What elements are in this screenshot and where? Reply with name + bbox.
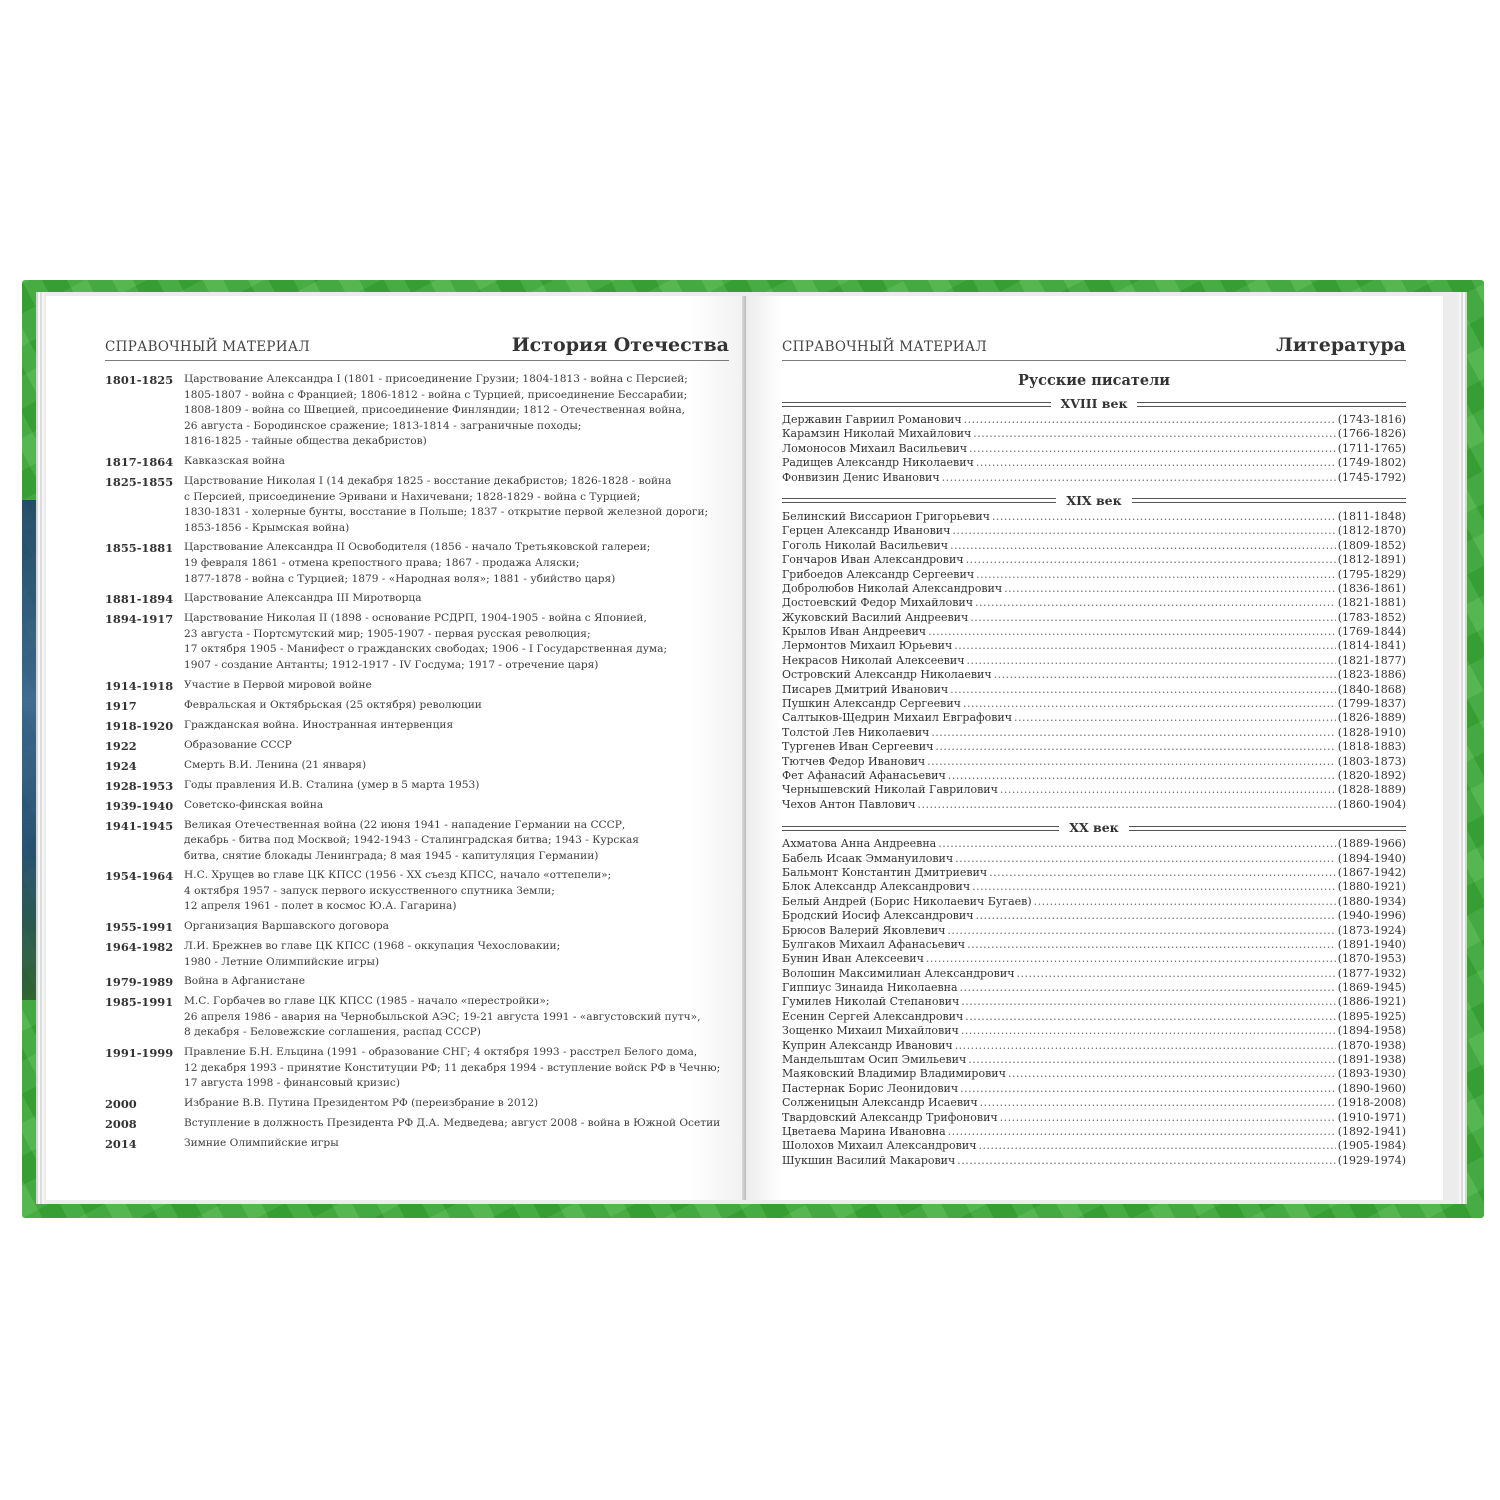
- timeline-year: 1954-1964: [105, 869, 174, 884]
- writer-name: Бальмонт Константин Дмитриевич: [782, 865, 988, 879]
- writer-name: Бунин Иван Алексеевич: [782, 952, 924, 966]
- writer-years: (1799-1837): [1337, 697, 1406, 711]
- writer-name: Мандельштам Осип Эмильевич: [782, 1053, 967, 1067]
- dot-leader: [952, 524, 1335, 538]
- writer-name: Белинский Виссарион Григорьевич: [782, 509, 990, 523]
- left-page: [46, 296, 745, 1200]
- dot-leader: [950, 539, 1336, 553]
- writer-row: [782, 711, 1406, 725]
- writer-name: Крылов Иван Андреевич: [782, 625, 927, 639]
- writer-row: [782, 1154, 1406, 1168]
- dot-leader: [960, 1082, 1336, 1096]
- writer-row: [782, 952, 1406, 966]
- dot-leader: [947, 924, 1335, 938]
- writers-list-title: Русские писатели: [1017, 372, 1171, 389]
- writer-years: (1821-1877): [1337, 653, 1406, 667]
- writer-years: (1929-1974): [1337, 1153, 1406, 1167]
- dot-leader: [975, 596, 1336, 610]
- timeline-year: 1928-1953: [105, 778, 174, 793]
- writer-row: [782, 866, 1406, 880]
- century-groups: [782, 396, 1406, 1168]
- writer-years: (1891-1940): [1337, 937, 1406, 951]
- writer-years: (1890-1960): [1337, 1081, 1406, 1095]
- timeline-row: [105, 1096, 745, 1112]
- writer-years: (1803-1873): [1337, 754, 1406, 768]
- right-page: [746, 296, 1443, 1200]
- writer-name: Достоевский Федор Михайлович: [782, 596, 974, 610]
- timeline-event: Царствование Александра I (1801 - присоединение Грузии; 1804-1813 - война с Персией; 1805-1807 - война с Францией; 1806-1812 - война с Турцией, присоединение Бессарабии; 1808-1809 - война со Швецией, присоединение Финляндии; 1812 - Отечественная война, 26 августа - Бородинское сражение; 1813-1814 - заграничные походы; 1816-1825 - тайные общества декабристов): [184, 373, 688, 448]
- writer-years: (1836-1861): [1337, 581, 1406, 595]
- writer-name: Гиппиус Зинаида Николаевна: [782, 981, 958, 995]
- dot-leader: [976, 909, 1336, 923]
- writer-years: (1892-1941): [1337, 1124, 1406, 1138]
- dot-leader: [970, 611, 1335, 625]
- dot-leader: [954, 639, 1335, 653]
- writer-name: Бродский Иосиф Александрович: [782, 909, 974, 923]
- writer-name: Фонвизин Денис Иванович: [782, 470, 940, 484]
- writer-row: [782, 852, 1406, 866]
- writer-name: Чернышевский Николай Гаврилович: [782, 783, 998, 797]
- dot-leader: [960, 981, 1336, 995]
- writer-name: Есенин Сергей Александрович: [782, 1009, 964, 1023]
- page-title: Литература: [1276, 334, 1406, 356]
- dot-leader: [961, 1024, 1336, 1038]
- dot-leader: [948, 769, 1336, 783]
- timeline-event: Царствование Николая II (1898 - основание РСДРП, 1904-1905 - война с Японией, 23 августа - Портсмутский мир; 1905-1907 - первая русская революция; 17 октября 1905 - Манифест о гражданских свободах; 1906 - I Государственная дума; 1907 - создание Антанты; 1912-1917 - IV Госдума; 1917 - отречение царя): [184, 612, 668, 671]
- timeline-year: 1985-1991: [105, 995, 174, 1010]
- timeline-event: Образование СССР: [184, 738, 292, 751]
- timeline-row: [105, 919, 745, 935]
- dot-leader: [978, 1139, 1335, 1153]
- writer-name: Тургенев Иван Сергеевич: [782, 740, 934, 754]
- writer-years: (1818-1883): [1337, 740, 1406, 754]
- timeline-year: 1922: [105, 738, 137, 753]
- dot-leader: [976, 456, 1336, 470]
- timeline-row: [105, 698, 745, 714]
- timeline-event: Л.И. Брежнев во главе ЦК КПСС (1968 - оккупация Чехословакии; 1980 - Летние Олимпийские игры): [184, 940, 561, 968]
- writer-name: Бабель Исаак Эммануилович: [782, 851, 954, 865]
- dot-leader: [942, 471, 1336, 485]
- dot-leader: [1000, 783, 1336, 797]
- writer-row: [782, 1039, 1406, 1053]
- timeline-event: Царствование Александра II Освободителя (1856 - начало Третьяковской галереи; 19 февраля 1861 - отмена крепостного права; 1867 - продажа Аляски; 1877-1878 - война с Турцией; 1879 - «Народная воля»; 1881 - убийство царя): [184, 541, 651, 585]
- dot-leader: [967, 938, 1336, 952]
- timeline-event: Февральская и Октябрьская (25 октября) революции: [184, 698, 482, 711]
- writers-list: [782, 372, 1406, 1176]
- writer-years: (1891-1938): [1337, 1053, 1406, 1067]
- dot-leader: [980, 1096, 1336, 1110]
- writer-years: (1828-1889): [1337, 783, 1406, 797]
- timeline-row: [105, 778, 745, 794]
- timeline-row: [105, 718, 745, 734]
- writer-years: (1749-1802): [1337, 456, 1406, 470]
- writer-row: [782, 524, 1406, 538]
- writer-years: (1869-1945): [1337, 981, 1406, 995]
- writer-row: [782, 539, 1406, 553]
- century-label: XX век: [1069, 820, 1119, 836]
- timeline-year: 2014: [105, 1136, 137, 1151]
- timeline-event: Участие в Первой мировой войне: [184, 678, 372, 691]
- writer-row: [782, 1067, 1406, 1081]
- timeline-row: [105, 454, 745, 470]
- history-timeline: [105, 372, 745, 1156]
- right-page-header: [782, 326, 1406, 361]
- writer-years: (1940-1996): [1337, 909, 1406, 923]
- timeline-event: Царствование Александра III Миротворца: [184, 592, 422, 605]
- writer-name: Фет Афанасий Афанасьевич: [782, 768, 946, 782]
- timeline-row: [105, 738, 745, 754]
- writer-years: (1880-1921): [1337, 880, 1406, 894]
- writer-years: (1809-1852): [1337, 538, 1406, 552]
- writer-name: Толстой Лев Николаевич: [782, 725, 930, 739]
- writer-years: (1783-1852): [1337, 610, 1406, 624]
- timeline-row: [105, 540, 745, 587]
- dot-leader: [955, 1039, 1336, 1053]
- writer-row: [782, 1010, 1406, 1024]
- timeline-row: [105, 678, 745, 694]
- writer-years: (1811-1848): [1337, 509, 1406, 523]
- page-title: История Отечества: [511, 334, 729, 356]
- timeline-event: Кавказская война: [184, 454, 285, 467]
- writer-name: Добролюбов Николай Александрович: [782, 581, 1003, 595]
- timeline-year: 1917: [105, 698, 137, 713]
- writer-years: (1828-1910): [1337, 725, 1406, 739]
- writer-years: (1812-1891): [1337, 553, 1406, 567]
- timeline-year: 1964-1982: [105, 940, 174, 955]
- century-heading: [782, 820, 1406, 836]
- writer-name: Некрасов Николай Алексеевич: [782, 653, 965, 667]
- timeline-row: [105, 611, 745, 673]
- dot-leader: [963, 697, 1336, 711]
- timeline-row: [105, 868, 745, 915]
- writer-row: [782, 783, 1406, 797]
- timeline-year: 2000: [105, 1096, 137, 1111]
- timeline-event: Годы правления И.В. Сталина (умер в 5 марта 1953): [184, 778, 480, 791]
- writer-name: Твардовский Александр Трифонович: [782, 1110, 998, 1124]
- writer-years: (1877-1932): [1337, 966, 1406, 980]
- writer-name: Жуковский Василий Андреевич: [782, 610, 969, 624]
- timeline-year: 1941-1945: [105, 818, 174, 833]
- timeline-row: [105, 474, 745, 536]
- timeline-event: Правление Б.Н. Ельцина (1991 - образование СНГ; 4 октября 1993 - расстрел Белого дома, 12 декабря 1993 - принятие Конституции РФ; 11 декабря 1994 - вступление войск РФ в Чечню; 17 августа 1998 - финансовый кризис): [184, 1046, 721, 1090]
- writer-years: (1886-1921): [1337, 995, 1406, 1009]
- timeline-year: 1955-1991: [105, 920, 174, 935]
- writer-name: Гоголь Николай Васильевич: [782, 538, 948, 552]
- writer-name: Карамзин Николай Михайлович: [782, 427, 972, 441]
- writer-row: [782, 726, 1406, 740]
- writer-years: (1905-1984): [1337, 1139, 1406, 1153]
- writer-name: Куприн Александр Иванович: [782, 1038, 953, 1052]
- writer-row: [782, 755, 1406, 769]
- dot-leader: [989, 866, 1336, 880]
- writer-row: [782, 510, 1406, 524]
- timeline-row: [105, 1045, 745, 1092]
- timeline-year: 1914-1918: [105, 678, 174, 693]
- timeline-event: Великая Отечественная война (22 июня 1941 - нападение Германии на СССР, декабрь - битва под Москвой; 1942-1943 - Сталинградская битва; 1943 - Курская битва, снятие блокады Ленинграда; 8 мая 1945 - капитуляция Германии): [184, 818, 639, 862]
- writer-years: (1711-1765): [1337, 441, 1406, 455]
- dot-leader: [967, 654, 1336, 668]
- timeline-row: [105, 1136, 745, 1152]
- timeline-row: [105, 939, 745, 970]
- writer-name: Пушкин Александр Сергеевич: [782, 697, 961, 711]
- dot-leader: [935, 740, 1335, 754]
- dot-leader: [1016, 967, 1335, 981]
- writer-name: Шукшин Василий Макарович: [782, 1153, 956, 1167]
- writer-years: (1821-1881): [1337, 596, 1406, 610]
- heading-rule: [782, 402, 1051, 407]
- dot-leader: [994, 668, 1336, 682]
- timeline-year: 1924: [105, 758, 137, 773]
- writer-row: [782, 611, 1406, 625]
- writer-years: (1820-1892): [1337, 768, 1406, 782]
- century-label: XIX век: [1066, 492, 1122, 508]
- writer-name: Островский Александр Николаевич: [782, 668, 992, 682]
- dot-leader: [964, 413, 1336, 427]
- dot-leader: [966, 553, 1336, 567]
- dot-leader: [957, 1154, 1335, 1168]
- writer-name: Грибоедов Александр Сергеевич: [782, 567, 975, 581]
- century-group: [782, 820, 1406, 1168]
- writer-row: [782, 471, 1406, 485]
- timeline-row: [105, 994, 745, 1041]
- writer-years: (1743-1816): [1337, 413, 1406, 426]
- writer-name: Ломоносов Михаил Васильевич: [782, 441, 967, 455]
- timeline-year: 1991-1999: [105, 1046, 174, 1061]
- writer-years: (1860-1904): [1337, 797, 1406, 811]
- dot-leader: [961, 995, 1335, 1009]
- writer-row: [782, 456, 1406, 470]
- dot-leader: [976, 568, 1336, 582]
- writer-name: Солженицын Александр Исаевич: [782, 1096, 978, 1110]
- writer-years: (1745-1792): [1337, 470, 1406, 484]
- section-label: СПРАВОЧНЫЙ МАТЕРИАЛ: [105, 339, 310, 355]
- writer-name: Лермонтов Михаил Юрьевич: [782, 639, 953, 653]
- writer-years: (1889-1966): [1337, 837, 1406, 851]
- writer-row: [782, 769, 1406, 783]
- timeline-year: 1979-1989: [105, 975, 174, 990]
- writer-name: Брюсов Валерий Яковлевич: [782, 923, 946, 937]
- timeline-event: Война в Афганистане: [184, 975, 306, 988]
- writer-name: Ахматова Анна Андреевна: [782, 837, 937, 851]
- heading-rule: [1137, 402, 1406, 407]
- heading-rule: [1132, 498, 1406, 503]
- writer-years: (1870-1938): [1337, 1038, 1406, 1052]
- writer-years: (1880-1934): [1337, 894, 1406, 908]
- writer-years: (1918-2008): [1337, 1096, 1406, 1110]
- writer-years: (1893-1930): [1337, 1067, 1406, 1081]
- writer-row: [782, 1125, 1406, 1139]
- writer-name: Радищев Александр Николаевич: [782, 456, 974, 470]
- heading-rule: [782, 826, 1059, 831]
- writer-row: [782, 1111, 1406, 1125]
- writer-name: Герцен Александр Иванович: [782, 524, 951, 538]
- writer-name: Блок Александр Александрович: [782, 880, 971, 894]
- timeline-year: 1801-1825: [105, 373, 174, 387]
- writer-years: (1870-1953): [1337, 952, 1406, 966]
- writer-years: (1812-1870): [1337, 524, 1406, 538]
- dot-leader: [1008, 1067, 1336, 1081]
- timeline-event: Смерть В.И. Ленина (21 января): [184, 758, 367, 771]
- dot-leader: [917, 798, 1335, 812]
- writer-row: [782, 924, 1406, 938]
- writer-row: [782, 981, 1406, 995]
- writer-row: [782, 596, 1406, 610]
- writer-row: [782, 413, 1406, 427]
- dot-leader: [972, 880, 1336, 894]
- timeline-event: Зимние Олимпийские игры: [184, 1136, 339, 1149]
- century-heading: [782, 493, 1406, 509]
- writer-row: [782, 1024, 1406, 1038]
- timeline-event: Н.С. Хрущев во главе ЦК КПСС (1956 - XX съезд КПСС, начало «оттепели»; 4 октября 1957 - запуск первого искусственного спутника Земли; 12 апреля 1961 - полет в космос Ю.А. Гагарина): [184, 869, 612, 913]
- century-heading: [782, 396, 1406, 412]
- timeline-event: Советско-финская война: [184, 798, 324, 811]
- writer-name: Шолохов Михаил Александрович: [782, 1139, 977, 1153]
- writer-years: (1840-1868): [1337, 682, 1406, 696]
- writer-row: [782, 740, 1406, 754]
- dot-leader: [927, 755, 1336, 769]
- dot-leader: [969, 442, 1336, 456]
- writer-row: [782, 880, 1406, 894]
- writer-years: (1795-1829): [1337, 567, 1406, 581]
- dot-leader: [1000, 1111, 1336, 1125]
- timeline-row: [105, 591, 745, 607]
- writer-name: Писарев Дмитрий Иванович: [782, 682, 949, 696]
- writer-row: [782, 1096, 1406, 1110]
- section-label: СПРАВОЧНЫЙ МАТЕРИАЛ: [782, 339, 987, 355]
- timeline-event: Организация Варшавского договора: [184, 920, 389, 933]
- writer-years: (1894-1958): [1337, 1024, 1406, 1038]
- writer-name: Цветаева Марина Ивановна: [782, 1124, 946, 1138]
- heading-rule: [1129, 826, 1406, 831]
- writer-row: [782, 895, 1406, 909]
- timeline-row: [105, 974, 745, 990]
- writer-years: (1826-1889): [1337, 711, 1406, 725]
- dot-leader: [938, 837, 1335, 851]
- dot-leader: [965, 1010, 1335, 1024]
- dot-leader: [1014, 711, 1336, 725]
- timeline-year: 1825-1855: [105, 474, 174, 489]
- century-group: [782, 396, 1406, 485]
- writer-row: [782, 938, 1406, 952]
- dot-leader: [928, 625, 1336, 639]
- writer-name: Гончаров Иван Александрович: [782, 553, 964, 567]
- writer-row: [782, 683, 1406, 697]
- writer-name: Маяковский Владимир Владимирович: [782, 1067, 1006, 1081]
- writer-years: (1910-1971): [1337, 1110, 1406, 1124]
- dot-leader: [973, 427, 1335, 441]
- dot-leader: [968, 1053, 1335, 1067]
- timeline-row: [105, 818, 745, 865]
- writer-row: [782, 442, 1406, 456]
- timeline-row: [105, 758, 745, 774]
- writer-name: Волошин Максимилиан Александрович: [782, 966, 1015, 980]
- writer-row: [782, 837, 1406, 851]
- writer-row: [782, 553, 1406, 567]
- timeline-year: 1939-1940: [105, 798, 174, 813]
- writer-years: (1766-1826): [1337, 427, 1406, 441]
- writer-years: (1873-1924): [1337, 923, 1406, 937]
- writer-years: (1894-1940): [1337, 851, 1406, 865]
- timeline-year: 1855-1881: [105, 541, 174, 556]
- writer-name: Булгаков Михаил Афанасьевич: [782, 937, 966, 951]
- writer-name: Гумилев Николай Степанович: [782, 995, 960, 1009]
- timeline-row: [105, 372, 745, 450]
- dot-leader: [992, 510, 1336, 524]
- dot-leader: [1034, 895, 1336, 909]
- writer-row: [782, 668, 1406, 682]
- timeline-year: 1817-1864: [105, 454, 174, 469]
- writer-years: (1867-1942): [1337, 865, 1406, 879]
- writer-row: [782, 654, 1406, 668]
- left-page-header: [105, 326, 729, 361]
- writer-years: (1814-1841): [1337, 639, 1406, 653]
- writer-row: [782, 1053, 1406, 1067]
- writer-name: Пастернак Борис Леонидович: [782, 1081, 959, 1095]
- writer-years: (1769-1844): [1337, 625, 1406, 639]
- timeline-event: М.С. Горбачев во главе ЦК КПСС (1985 - начало «перестройки»; 26 апреля 1986 - авария на Чернобыльской АЭС; 19-21 августа 1991 - «августовский путч», 8 декабря - Беловежские соглашения, распад СССР): [184, 995, 701, 1039]
- century-group: [782, 493, 1406, 812]
- writer-row: [782, 967, 1406, 981]
- writer-row: [782, 625, 1406, 639]
- timeline-event: Избрание В.В. Путина Президентом РФ (переизбрание в 2012): [184, 1096, 539, 1109]
- writer-row: [782, 1082, 1406, 1096]
- dot-leader: [955, 852, 1336, 866]
- writer-name: Белый Андрей (Борис Николаевич Бугаев): [782, 894, 1032, 908]
- century-label: XVIII век: [1060, 396, 1128, 411]
- writer-row: [782, 582, 1406, 596]
- writer-row: [782, 639, 1406, 653]
- writer-name: Тютчев Федор Иванович: [782, 754, 926, 768]
- writer-row: [782, 568, 1406, 582]
- writer-row: [782, 427, 1406, 441]
- writer-row: [782, 697, 1406, 711]
- timeline-event: Вступление в должность Президента РФ Д.А. Медведева; август 2008 - война в Южной Осетии: [184, 1116, 721, 1129]
- timeline-row: [105, 1116, 745, 1132]
- timeline-row: [105, 798, 745, 814]
- timeline-year: 1918-1920: [105, 718, 174, 733]
- writer-years: (1823-1886): [1337, 668, 1406, 682]
- dot-leader: [948, 1125, 1336, 1139]
- heading-rule: [782, 498, 1056, 503]
- dot-leader: [926, 952, 1336, 966]
- dot-leader: [950, 683, 1336, 697]
- dot-leader: [931, 726, 1335, 740]
- dot-leader: [1004, 582, 1336, 596]
- writer-row: [782, 995, 1406, 1009]
- writer-name: Державин Гавриил Романович: [782, 413, 962, 426]
- timeline-event: Царствование Николая I (14 декабря 1825 - восстание декабристов; 1826-1828 - война с Персией, присоединение Эривани и Нахичевани; 1828-1829 - война с Турцией; 1830-1831 - холерные бунты, восстание в Польше; 1837 - открытие первой железной дороги; 1853-1856 - Крымская война): [184, 474, 709, 534]
- writer-name: Зощенко Михаил Михайлович: [782, 1024, 959, 1038]
- timeline-year: 2008: [105, 1116, 137, 1131]
- writer-row: [782, 1139, 1406, 1153]
- timeline-year: 1881-1894: [105, 592, 174, 607]
- timeline-event: Гражданская война. Иностранная интервенция: [184, 718, 454, 731]
- writer-name: Чехов Антон Павлович: [782, 797, 916, 811]
- writer-years: (1895-1925): [1337, 1009, 1406, 1023]
- writer-name: Салтыков-Щедрин Михаил Евграфович: [782, 711, 1013, 725]
- timeline-year: 1894-1917: [105, 612, 174, 627]
- writer-row: [782, 909, 1406, 923]
- writer-row: [782, 798, 1406, 812]
